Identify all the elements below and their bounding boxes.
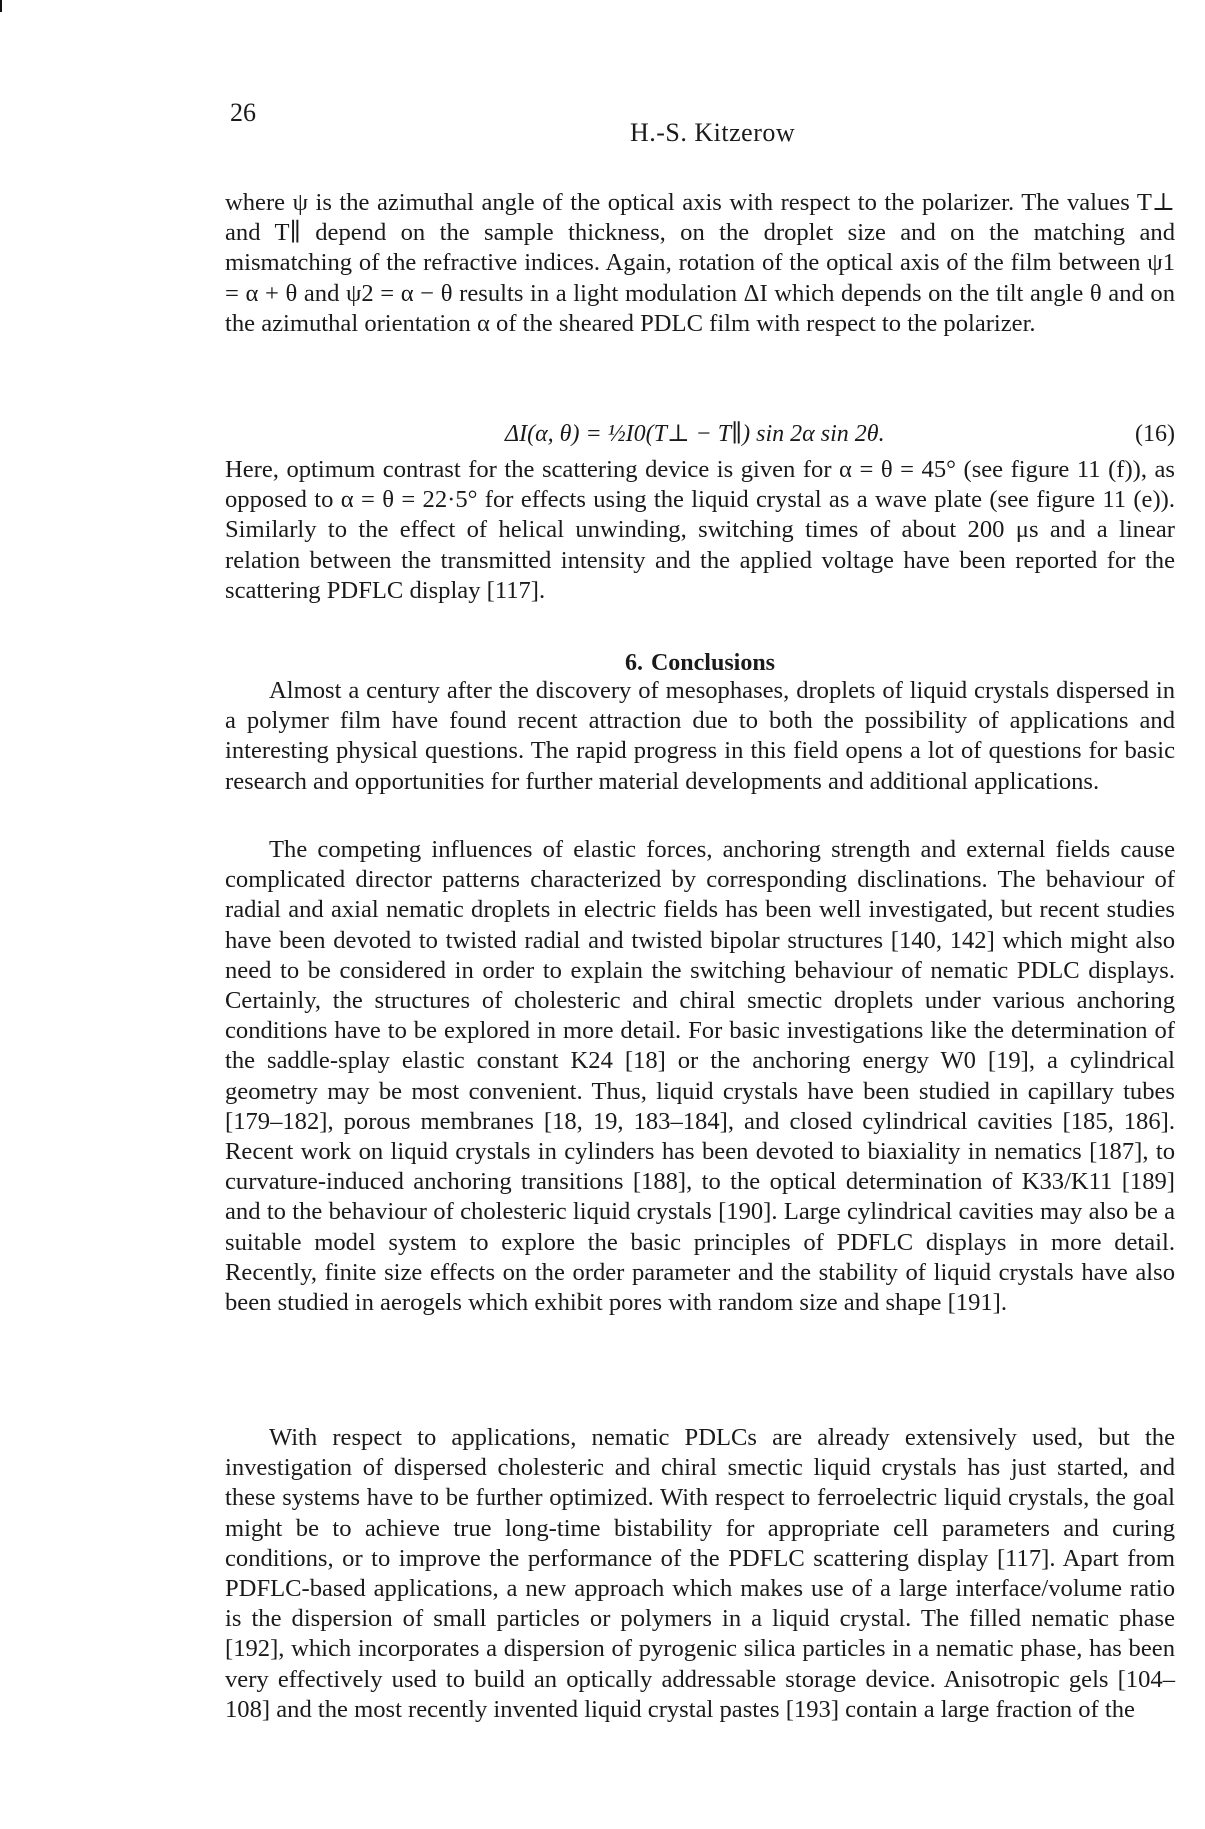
page-number: 26	[230, 98, 256, 127]
paragraph-director-patterns: The competing influences of elastic forces, anchoring strength and external fields cause complicated director patterns characterized by corresponding disclinations. The behaviour of radial and axial nematic droplets in electric fields has been well investigated, but recent studies have been devoted to twisted radial and twisted bipolar structures [140, 142] which might also need to be considered in order to explain the switching behaviour of nematic PDLC displays. Certainly, the structures of cholesteric and chiral smectic droplets under various anchoring conditions have to be explored in more detail. For basic investigations like the determination of the saddle-splay elastic constant K24 [18] or the anchoring energy W0 [19], a cylindrical geometry may be most convenient. Thus, liquid crystals have been studied in capillary tubes [179–182], porous membranes [18, 19, 183–184], and closed cylindrical cavities [185, 186]. Recent work on liquid crystals in cylinders has been devoted to biaxiality in nematics [187], to curvature-induced anchoring transitions [188], to the optical determination of K33/K11 [189] and to the behaviour of cholesteric liquid crystals [190]. Large cylindrical cavities may also be a suitable model system to explore the basic principles of PDFLC displays in more detail. Recently, finite size effects on the order parameter and the stability of liquid crystals have also been studied in aerogels which exhibit pores with random size and shape [191].	[225, 836, 1175, 1317]
section-title: Conclusions	[650, 650, 776, 676]
equation-number: (16)	[1135, 421, 1175, 447]
section-number: 6.	[624, 650, 643, 676]
equation-formula: ΔI(α, θ) = ½I0(T⊥ − T∥) sin 2α sin 2θ.	[505, 421, 885, 447]
section-heading	[225, 650, 1175, 677]
paragraph-conclusions-intro: Almost a century after the discovery of mesophases, droplets of liquid crystals dispersed in a polymer film have found recent attraction due to both the possibility of applications and interesting physical questions. The rapid progress in this field opens a lot of questions for basic research and opportunities for further material developments and additional applications.	[225, 677, 1175, 795]
paragraph-optimum-contrast: Here, optimum contrast for the scattering device is given for α = θ = 45° (see figure 11 (f)), as opposed to α = θ = 22·5° for effects using the liquid crystal as a wave plate (see figure 11 (e)). Similarly to the effect of helical unwinding, switching times of about 200 μs and a linear relation between the transmitted intensity and the applied voltage have been reported for the scattering PDFLC display [117].	[225, 456, 1175, 604]
paragraph-applications: With respect to applications, nematic PDLCs are already extensively used, but the investigation of dispersed cholesteric and chiral smectic liquid crystals has just started, and these systems have to be further optimized. With respect to ferroelectric liquid crystals, the goal might be to achieve true long-time bistability for appropriate cell parameters and curing conditions, or to improve the performance of the PDFLC scattering display [117]. Apart from PDFLC-based applications, a new approach which makes use of a large interface/volume ratio is the dispersion of small particles or polymers in a liquid crystal. The filled nematic phase [192], which incorporates a dispersion of pyrogenic silica particles in a nematic phase, has been very effectively used to build an optically addressable storage device. Anisotropic gels [104–108] and the most recently invented liquid crystal pastes [193] contain a large fraction of the	[225, 1424, 1175, 1723]
running-head: H.-S. Kitzerow	[630, 118, 796, 147]
scan-edge-mark	[0, 0, 2, 12]
paragraph-azimuthal-angle: where ψ is the azimuthal angle of the optical axis with respect to the polarizer. The values T⊥ and T∥ depend on the sample thickness, on the droplet size and on the matching and mismatching of the refractive indices. Again, rotation of the optical axis of the film between ψ1 = α + θ and ψ2 = α − θ results in a light modulation ΔI which depends on the tilt angle θ and on the azimuthal orientation α of the sheared PDLC film with respect to the polarizer.	[225, 189, 1175, 337]
